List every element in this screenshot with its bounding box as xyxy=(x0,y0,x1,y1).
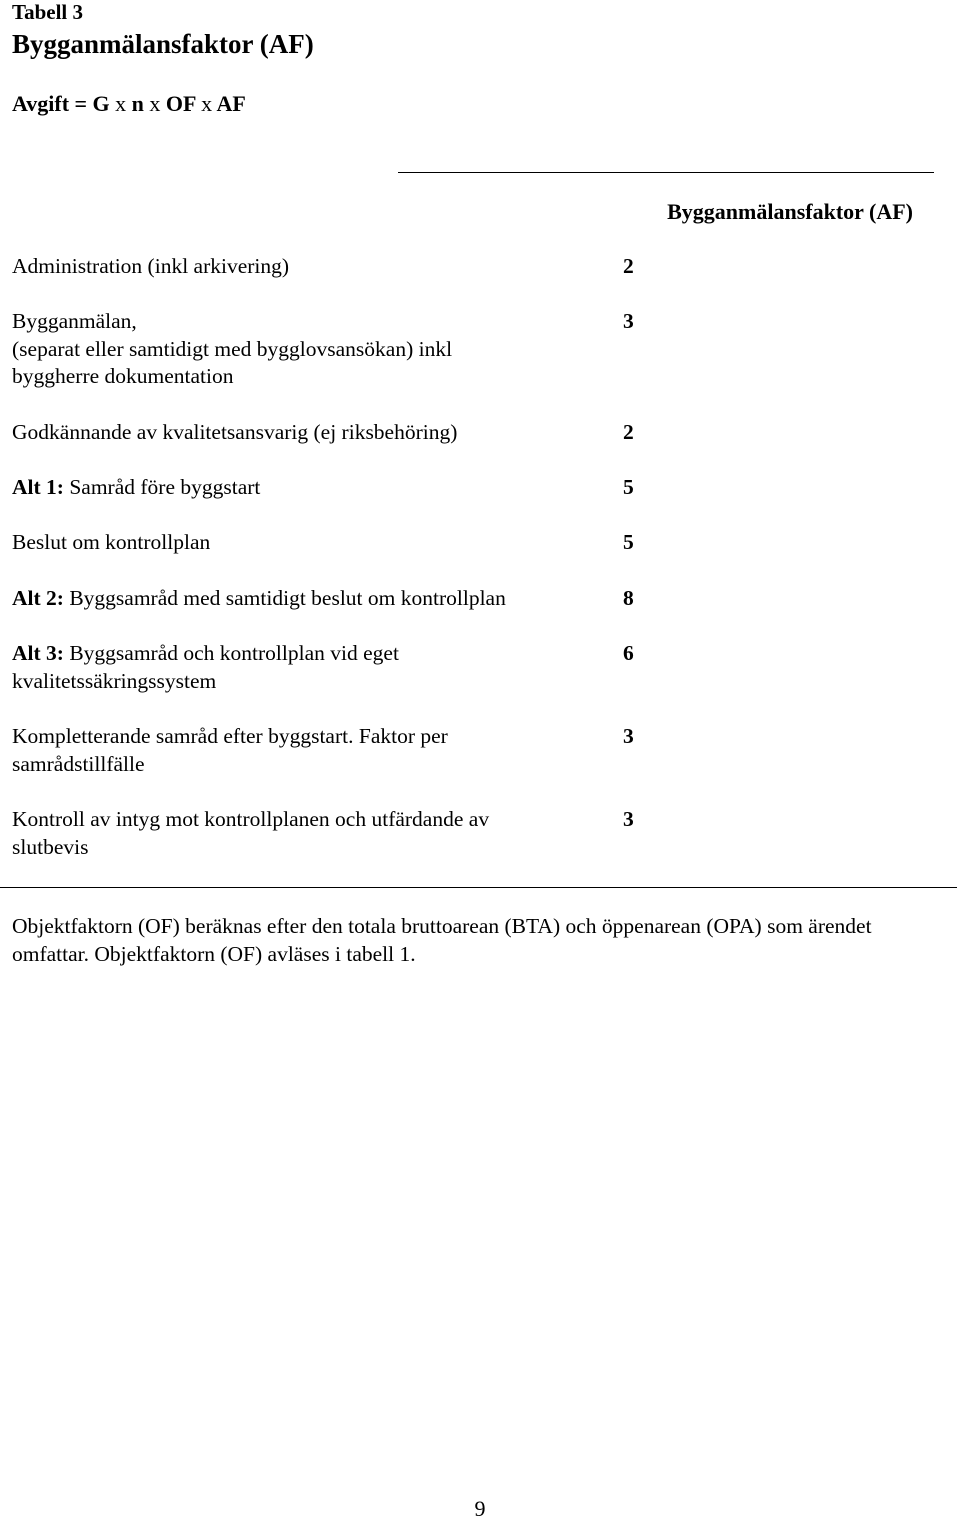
row-text: Byggsamråd med samtidigt beslut om kontrollplan xyxy=(63,586,506,610)
row-factor-value: 8 xyxy=(623,586,634,610)
row-label xyxy=(12,474,572,502)
row-factor-value: 6 xyxy=(623,641,634,665)
row-text: Kompletterande samråd efter byggstart. Faktor per samrådstillfälle xyxy=(12,724,448,776)
row-label xyxy=(12,806,572,861)
row-label xyxy=(12,585,572,613)
row-alt-prefix: Alt 3: xyxy=(12,641,64,665)
row-text: Bygganmälan, (separat eller samtidigt med bygglovsansökan) inkl byggherre dokumentation xyxy=(12,309,453,388)
row-factor-value: 2 xyxy=(623,254,634,278)
fee-formula xyxy=(12,90,246,118)
row-factor-value: 5 xyxy=(623,475,634,499)
table-bottom-rule xyxy=(0,887,957,888)
formula-term-af: AF xyxy=(212,91,246,116)
row-label xyxy=(12,419,572,447)
row-factor-value: 5 xyxy=(623,530,634,554)
row-label xyxy=(12,308,572,391)
row-text: Samråd före byggstart xyxy=(63,475,261,499)
formula-term-of: OF xyxy=(160,91,202,116)
row-text: Kontroll av intyg mot kontrollplanen och utfärdande av slutbevis xyxy=(12,807,490,859)
row-text: Godkännande av kvalitetsansvarig (ej riksbehöring) xyxy=(12,420,458,444)
row-label xyxy=(12,253,572,281)
table-top-rule xyxy=(398,172,934,173)
table-label: Tabell 3 xyxy=(12,0,83,24)
row-text: Administration (inkl arkivering) xyxy=(12,254,290,278)
page-number: 9 xyxy=(474,1496,486,1521)
row-label xyxy=(12,723,572,778)
row-alt-prefix: Alt 1: xyxy=(12,475,64,499)
row-label xyxy=(12,529,572,557)
row-factor-value: 3 xyxy=(623,309,634,333)
formula-operator: x xyxy=(115,91,127,116)
page-title: Bygganmälansfaktor (AF) xyxy=(12,29,314,59)
table-column-header: Bygganmälansfaktor (AF) xyxy=(667,199,913,224)
row-factor-value: 2 xyxy=(623,420,634,444)
row-text: Byggsamråd och kontrollplan vid eget kvalitetssäkringssystem xyxy=(12,641,399,693)
objektfaktor-note: Objektfaktorn (OF) beräknas efter den totala bruttoarean (BTA) och öppenarean (OPA) som ärendet omfattar. Objektfaktorn (OF) avläses i tabell 1. xyxy=(12,914,872,966)
row-factor-value: 3 xyxy=(623,807,634,831)
formula-term-n: n xyxy=(126,91,150,116)
row-text: Beslut om kontrollplan xyxy=(12,530,211,554)
row-factor-value: 3 xyxy=(623,724,634,748)
row-label xyxy=(12,640,572,695)
formula-prefix: Avgift = G xyxy=(12,91,116,116)
formula-operator: x xyxy=(149,91,161,116)
formula-operator: x xyxy=(201,91,213,116)
row-alt-prefix: Alt 2: xyxy=(12,586,64,610)
